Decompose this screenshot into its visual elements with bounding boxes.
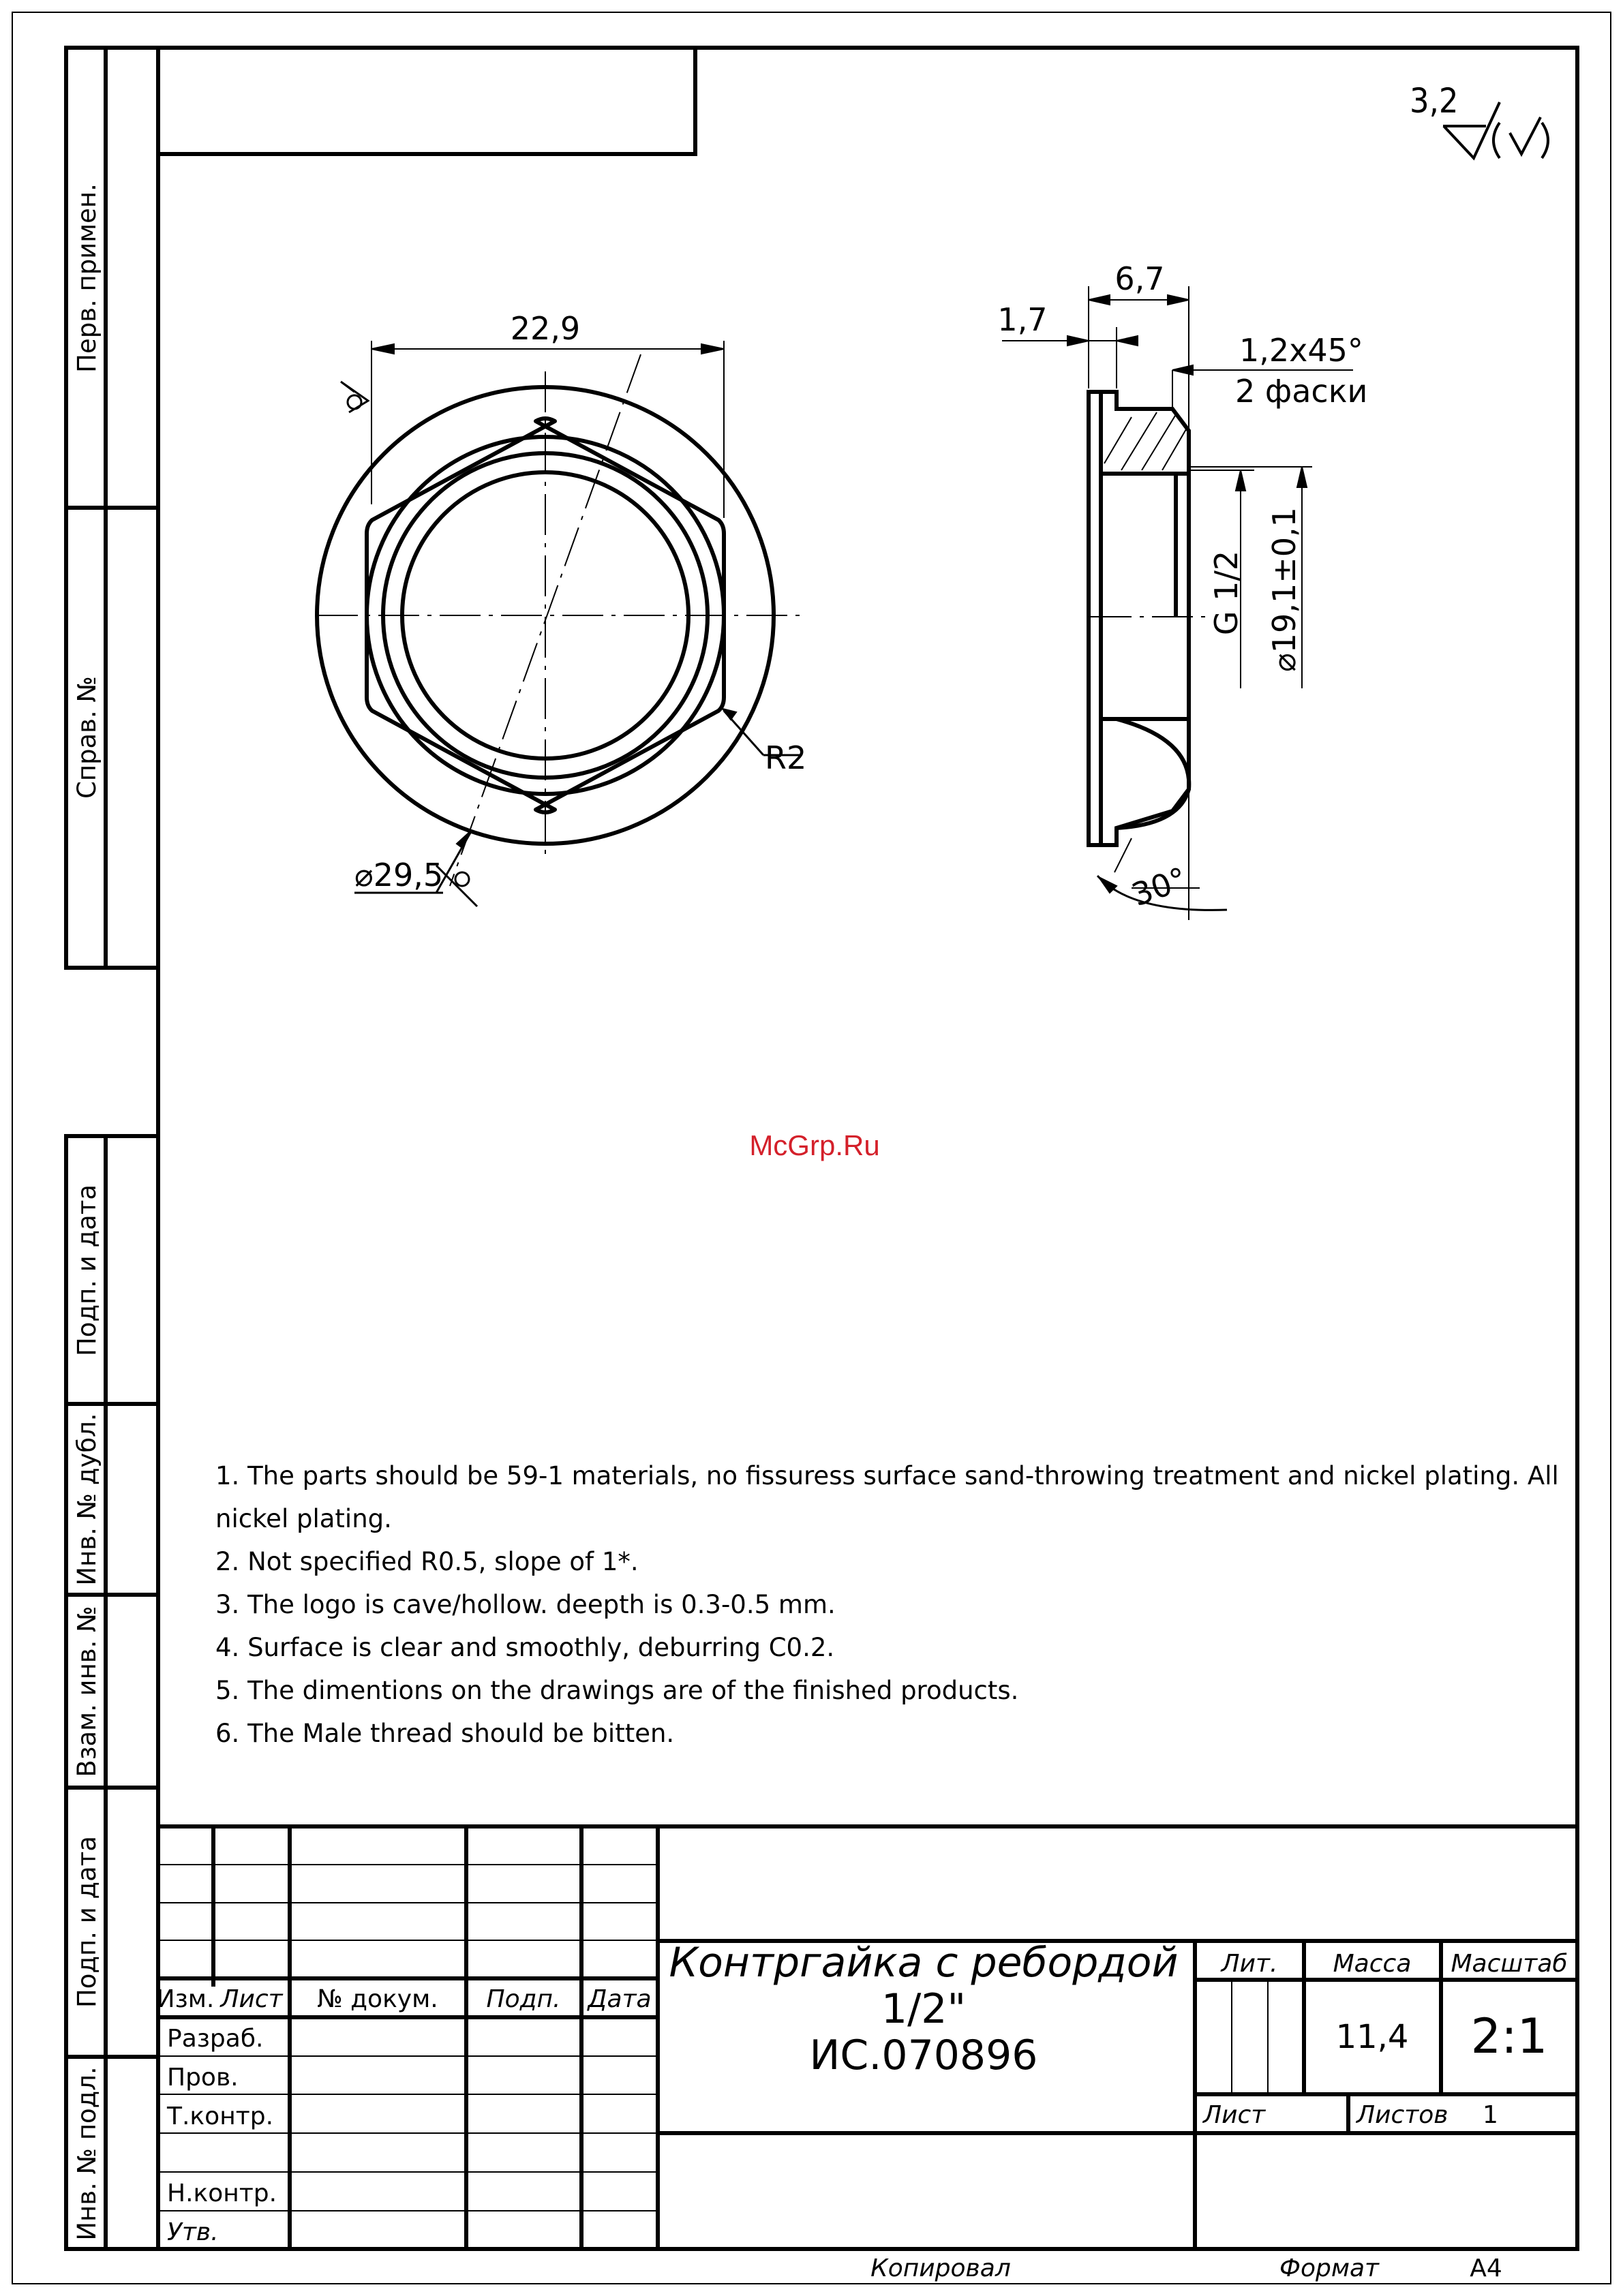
label-sprav-no: Справ. № — [72, 676, 102, 799]
front-view — [317, 354, 801, 886]
roughness-symbol — [1410, 81, 1548, 158]
side-view — [1089, 392, 1189, 845]
sheets-value: 1 — [1483, 2101, 1498, 2129]
side-view-hatch — [1104, 412, 1186, 470]
part-title: Контргайка с ребордой — [669, 1939, 1179, 1987]
note-line-2: 2. Not specified R0.5, slope of 1*. — [215, 1547, 639, 1576]
scale-value: 2:1 — [1470, 2008, 1548, 2064]
label-vzam-inv: Взам. инв. № — [72, 1606, 102, 1777]
row-nkontr: Н.контр. — [167, 2179, 277, 2207]
dim-bore-19-1: ⌀19,1±0,1 — [1266, 507, 1303, 672]
part-size: 1/2" — [881, 1985, 967, 2033]
sheet-label: Лист — [1203, 2101, 1266, 2129]
col-date: Дата — [588, 1985, 652, 2013]
dim-thread-g12: G 1/2 — [1208, 550, 1245, 636]
footer — [870, 2254, 1502, 2282]
note-line-4: 4. Surface is clear and smoothly, deburring C0.2. — [215, 1633, 835, 1662]
row-razrab: Разраб. — [167, 2025, 264, 2053]
sheets-label: Листов — [1356, 2101, 1448, 2129]
dim-width-22-9: 22,9 — [510, 310, 581, 347]
watermark: McGrp.Ru — [749, 1129, 880, 1161]
technical-notes — [215, 1461, 1559, 1748]
roughness-value: 3,2 — [1410, 81, 1459, 121]
label-podp-data-1: Подп. и дата — [72, 1184, 102, 1357]
col-izm: Изм. — [156, 1985, 215, 2013]
note-line-3: 3. The logo is cave/hollow. deepth is 0.3-0.5 mm. — [215, 1590, 836, 1619]
note-line-6: 6. The Male thread should be bitten. — [215, 1719, 675, 1748]
row-prov: Пров. — [167, 2064, 239, 2092]
label-inv-dubl: Инв. № дубл. — [72, 1413, 102, 1586]
dim-diameter-29-5: ⌀29,5 — [354, 857, 444, 893]
note-line-1-cont: nickel plating. — [215, 1504, 392, 1533]
dim-flange-1-7: 1,7 — [997, 301, 1048, 338]
front-view-dimensions — [341, 341, 801, 906]
mass-label: Масса — [1333, 1950, 1412, 1978]
format-value: А4 — [1470, 2254, 1502, 2282]
note-line-5: 5. The dimentions on the drawings are of the finished products. — [215, 1676, 1019, 1705]
col-doc-number: № докум. — [317, 1985, 438, 2013]
col-signature: Подп. — [486, 1985, 561, 2013]
copied-label: Копировал — [870, 2254, 1011, 2282]
dim-radius-r2: R2 — [765, 739, 807, 776]
label-perv-primen: Перв. примен. — [72, 183, 102, 373]
lit-label: Лит. — [1221, 1950, 1278, 1978]
row-tkontr: Т.контр. — [167, 2102, 274, 2130]
side-view-labels — [997, 260, 1367, 913]
mass-value: 11,4 — [1335, 2018, 1409, 2056]
note-line-1: 1. The parts should be 59-1 materials, no fissuress surface sand-throwing treatment and nickel plating. All — [215, 1461, 1559, 1490]
dim-chamfer: 1,2x45° — [1239, 332, 1363, 369]
format-label: Формат — [1279, 2254, 1380, 2282]
doc-code: ИС.070896 — [809, 2032, 1038, 2079]
scale-label: Масштаб — [1451, 1950, 1568, 1978]
row-utv: Утв. — [167, 2218, 219, 2246]
side-stamp-labels — [72, 183, 102, 2241]
dim-thickness-6-7: 6,7 — [1114, 260, 1165, 297]
col-list: Лист — [220, 1985, 283, 2013]
label-podp-data-2: Подп. и дата — [72, 1835, 102, 2008]
dim-chamfer-note: 2 фаски — [1235, 373, 1368, 410]
label-inv-podl: Инв. № подл. — [72, 2066, 102, 2241]
dim-angle-30: 30° — [1127, 859, 1192, 914]
